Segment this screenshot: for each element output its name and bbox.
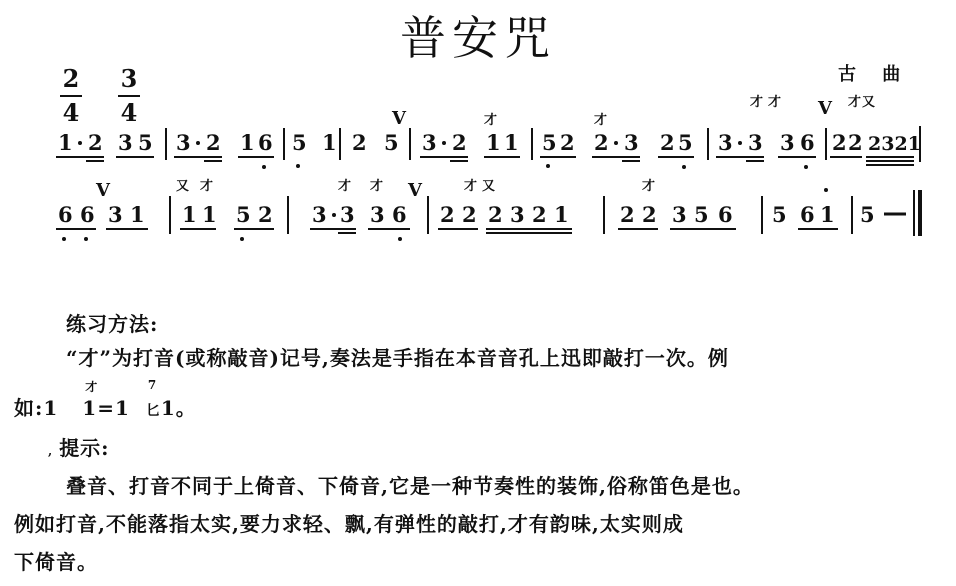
breath-mark: V xyxy=(408,180,422,201)
note: 3 xyxy=(370,202,385,227)
tips-heading-text: 提示: xyxy=(59,436,110,460)
example-grace xyxy=(145,378,161,420)
note: 2 xyxy=(832,130,847,155)
note: 2 xyxy=(352,130,367,155)
note: 6 xyxy=(800,130,815,155)
example-tap-note xyxy=(82,380,99,420)
double-mark: 又 xyxy=(176,179,190,194)
ts2-top: 3 xyxy=(120,64,138,93)
note: 2 xyxy=(560,130,575,155)
score-line-2 xyxy=(56,178,920,241)
note: 6 xyxy=(392,202,407,227)
breath-mark: V xyxy=(392,108,406,129)
note: 3 xyxy=(312,202,327,227)
note: 2 xyxy=(642,202,657,227)
tap-mark: 才 xyxy=(642,179,656,194)
method-heading: 练习方法: xyxy=(66,312,159,336)
note: 2 xyxy=(532,202,547,227)
note: 5 xyxy=(384,130,399,155)
note: 5 xyxy=(138,130,153,155)
tap-mark: 才 xyxy=(768,95,782,110)
note: 3 xyxy=(176,130,191,155)
note: 2 xyxy=(620,202,635,227)
note: 6 xyxy=(258,130,273,155)
note: 1 xyxy=(240,130,255,155)
song-title: 普安咒 xyxy=(400,11,556,65)
note: 3 xyxy=(624,130,639,155)
note: 5 xyxy=(236,202,251,227)
tap-mark: 才 xyxy=(370,179,384,194)
double-mark: 又 xyxy=(862,95,876,110)
example-note: 1 xyxy=(82,396,98,420)
note: 1 xyxy=(486,130,501,155)
tips-paragraph-3: 下倚音。 xyxy=(14,550,98,574)
grace-symbol: 匕 xyxy=(145,403,161,419)
note: 1 xyxy=(504,130,519,155)
method-p2-mid: =1 xyxy=(97,396,130,420)
note: 6 xyxy=(718,202,733,227)
note: 2 xyxy=(88,130,103,155)
tips-heading: , 提示: xyxy=(48,436,110,460)
grace-number: 7 xyxy=(147,378,158,392)
note: 2 xyxy=(848,130,863,155)
note: 3 xyxy=(780,130,795,155)
ts2-bottom: 4 xyxy=(120,98,138,127)
note: 1 xyxy=(202,202,217,227)
note: 3 xyxy=(118,130,133,155)
ts1-top: 2 xyxy=(62,64,80,93)
note: 3 xyxy=(510,202,525,227)
breath-mark: V xyxy=(96,180,110,201)
tap-mark: 才 xyxy=(85,380,99,394)
note: 6 xyxy=(80,202,95,227)
tap-mark: 才 xyxy=(338,179,352,194)
tap-mark: 才 xyxy=(848,95,862,110)
score-line-1 xyxy=(56,94,921,169)
note: 2 xyxy=(452,130,467,155)
note: 5 xyxy=(860,202,875,227)
note: 3 xyxy=(108,202,123,227)
note: 2 xyxy=(258,202,273,227)
breath-mark: V xyxy=(818,98,832,119)
note: 2 xyxy=(462,202,477,227)
note: 6 xyxy=(58,202,73,227)
note: 2 xyxy=(206,130,221,155)
tips-paragraph-1: 叠音、打音不同于上倚音、下倚音,它是一种节奏性的装饰,俗称笛色是也。 xyxy=(66,474,754,498)
composer-label: 古 曲 xyxy=(838,64,911,85)
note: 3 xyxy=(340,202,355,227)
tap-mark: 才 xyxy=(484,113,498,128)
note: 1 xyxy=(820,202,835,227)
note: 2 xyxy=(660,130,675,155)
note: 3 xyxy=(718,130,733,155)
method-paragraph-2 xyxy=(14,378,197,421)
note: 1 xyxy=(554,202,569,227)
note: 1 xyxy=(130,202,145,227)
note: 2 xyxy=(594,130,609,155)
tap-mark: 才 xyxy=(200,179,214,194)
note: 5 xyxy=(772,202,787,227)
note: 6 xyxy=(800,202,815,227)
tap-mark: 才 xyxy=(464,179,478,194)
double-mark: 又 xyxy=(482,179,496,194)
tips-paragraph-2: 例如打音,不能落指太实,要力求轻、飘,有弹性的敲打,才有韵味,太实则成 xyxy=(14,512,684,536)
note: 5 xyxy=(542,130,557,155)
dot xyxy=(78,141,82,145)
note: 2 xyxy=(488,202,503,227)
note: 2321 xyxy=(868,133,921,155)
note: 3 xyxy=(422,130,437,155)
note: 5 xyxy=(694,202,709,227)
tap-mark: 才 xyxy=(594,113,608,128)
note: 2 xyxy=(440,202,455,227)
note: 3 xyxy=(748,130,763,155)
tap-mark: 才 xyxy=(750,95,764,110)
ts1-bottom: 4 xyxy=(62,98,80,127)
method-p2-prefix: 如:1 xyxy=(14,396,59,420)
example-result: 1。 xyxy=(160,396,197,420)
note: 3 xyxy=(672,202,687,227)
method-paragraph-1: “才”为打音(或称敲音)记号,奏法是手指在本音音孔上迅即敲打一次。例 xyxy=(66,346,729,370)
note: 1 xyxy=(182,202,197,227)
note: 5 xyxy=(292,130,307,155)
note: 1 xyxy=(58,130,73,155)
note: 1 xyxy=(322,130,337,155)
note: 5 xyxy=(678,130,693,155)
